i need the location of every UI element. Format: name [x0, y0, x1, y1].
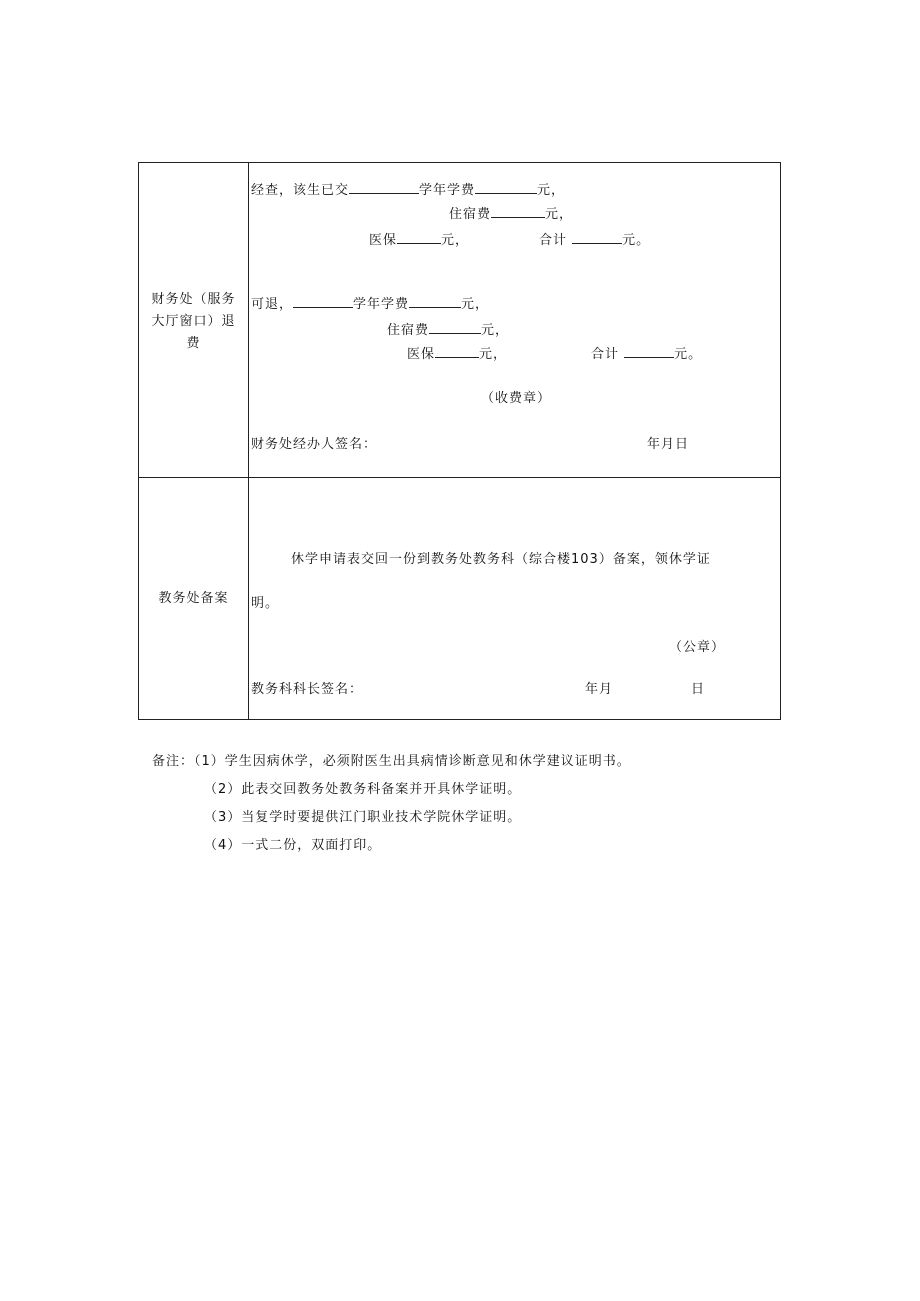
yuan-unit: 元， — [545, 207, 574, 222]
academic-row — [139, 478, 781, 720]
paid-dormitory-blank[interactable] — [491, 205, 545, 218]
notes-title: 备注： — [152, 754, 195, 769]
yuan-unit-period: 元。 — [674, 347, 703, 362]
academic-date-ym: 年月 — [585, 682, 614, 697]
paid-medical-blank[interactable] — [397, 231, 441, 244]
finance-signer-label: 财务处经办人签名： — [251, 437, 378, 452]
official-stamp: （公章） — [669, 640, 726, 655]
note-item-4: （4）一式二份，双面打印。 — [204, 838, 382, 853]
academic-signer-label: 教务科科长签名： — [251, 682, 364, 697]
finance-row — [139, 163, 781, 478]
academic-instruction-line1: 休学申请表交回一份到教务处教务科（综合楼103）备案，领休学证 — [291, 552, 711, 567]
note-item-2: （2）此表交回教务处教务科备案并开具休学证明。 — [204, 782, 522, 797]
refund-medical-blank[interactable] — [435, 345, 479, 358]
paid-blank-year[interactable] — [349, 181, 419, 194]
form-table — [138, 162, 781, 720]
yuan-unit: 元， — [481, 323, 510, 338]
refundable-prefix: 可退， — [251, 297, 294, 312]
fee-stamp: （收费章） — [481, 391, 552, 406]
finance-label: 财务处（服务大厅窗口）退费 — [151, 292, 236, 351]
academic-content-cell — [249, 478, 781, 720]
note-text-1: （1）学生因病休学，必须附医生出具病情诊断意见和休学建议证明书。 — [194, 754, 631, 769]
finance-date: 年月日 — [647, 437, 690, 452]
note-item-1 — [152, 748, 631, 776]
finance-label-cell — [139, 163, 249, 478]
tuition-label: 学年学费 — [419, 183, 476, 198]
yuan-unit: 元， — [479, 347, 508, 362]
yuan-unit: 元， — [461, 297, 490, 312]
finance-content-cell — [249, 163, 781, 478]
refund-tuition-blank[interactable] — [409, 295, 461, 308]
medical-label: 医保 — [369, 233, 398, 248]
total-label: 合计 — [591, 347, 620, 362]
yuan-unit: 元， — [441, 233, 470, 248]
note-item-3: （3）当复学时要提供江门职业技术学院休学证明。 — [204, 810, 522, 825]
academic-label-cell — [139, 478, 249, 720]
paid-tuition-blank[interactable] — [475, 181, 537, 194]
refund-total-blank[interactable] — [624, 345, 674, 358]
academic-date-d: 日 — [691, 682, 706, 697]
paid-total-blank[interactable] — [572, 231, 622, 244]
dormitory-label: 住宿费 — [449, 207, 492, 222]
notes-section — [152, 748, 631, 860]
academic-label: 教务处备案 — [158, 591, 229, 606]
total-label: 合计 — [539, 233, 568, 248]
checked-prefix: 经查，该生已交 — [251, 183, 350, 198]
dormitory-label: 住宿费 — [387, 323, 430, 338]
yuan-unit-period: 元。 — [622, 233, 651, 248]
academic-instruction-line2: 明。 — [251, 596, 280, 611]
tuition-label: 学年学费 — [353, 297, 410, 312]
refund-blank-year[interactable] — [293, 295, 353, 308]
yuan-unit: 元， — [537, 183, 566, 198]
refund-dormitory-blank[interactable] — [429, 321, 481, 334]
medical-label: 医保 — [407, 347, 436, 362]
